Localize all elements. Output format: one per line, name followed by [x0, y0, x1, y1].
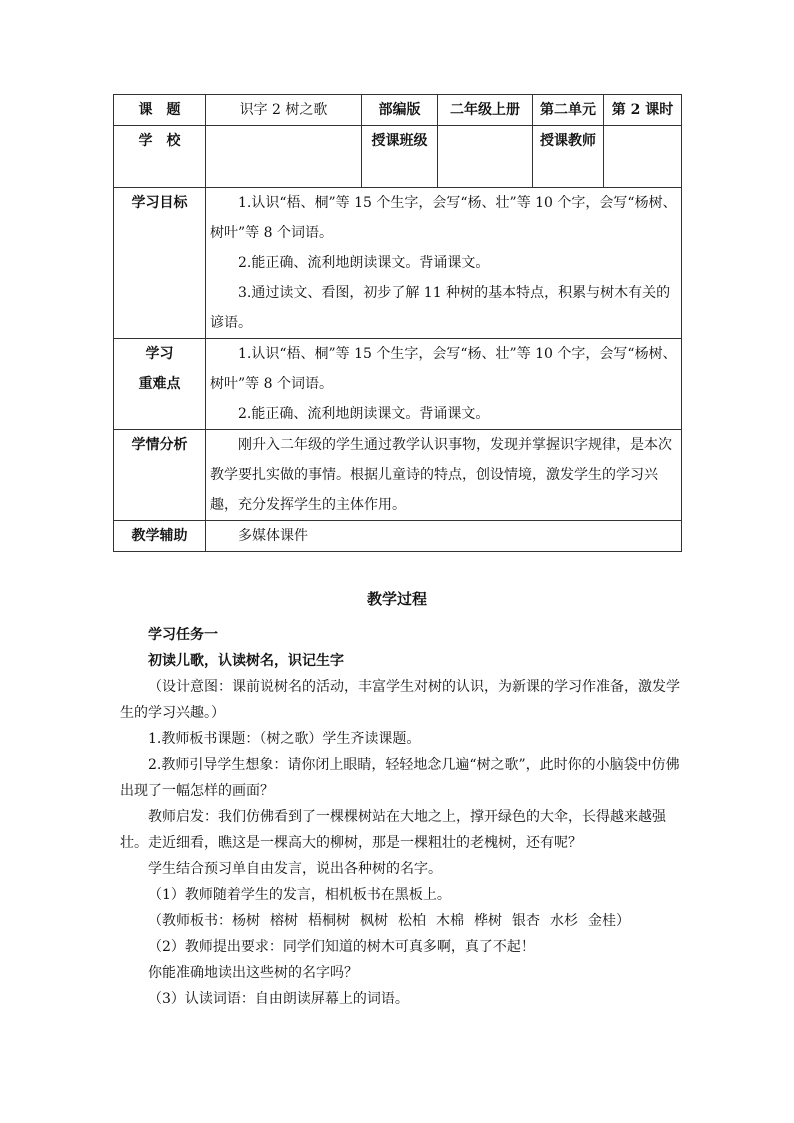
- key-point-item: 2.能正确、流利地朗读课文。背诵课文。: [238, 406, 490, 422]
- row-key-points: [114, 339, 682, 430]
- school-label: 学 校: [114, 126, 206, 188]
- tree-name: 榕树: [270, 913, 298, 929]
- tree-name: 金桂）: [588, 913, 630, 929]
- teacher-value: [604, 126, 682, 188]
- key-points-label-line2: 重难点: [138, 376, 181, 392]
- teacher-inspire: 教师启发：我们仿佛看到了一棵棵树站在大地之上，撑开绿色的大伞，长得越来越强壮。走近细看，瞧这是一棵高大的柳树，那是一棵粗壮的老槐树，还有呢？: [120, 809, 666, 851]
- key-point-item: 1.认识“梧、桐”等 15 个生字，会写“杨、壮”等 10 个字，会写“杨树、树叶”等 8 个词语。: [210, 346, 677, 392]
- row-analysis: [114, 430, 682, 521]
- tree-name: 木棉: [436, 913, 464, 929]
- tree-name: 水杉: [550, 913, 578, 929]
- lesson-period: 第 2 课时: [604, 95, 682, 126]
- analysis-text: 刚升入二年级的学生通过教学认识事物，发现并掌握识字规律，是本次教学要扎实做的事情。根据儿童诗的特点，创设情境，激发学生的学习兴趣，充分发挥学生的主体作用。: [210, 437, 672, 513]
- task-title: 学习任务一: [148, 627, 218, 643]
- tree-name: 银杏: [512, 913, 540, 929]
- goals-label: 学习目标: [114, 188, 206, 339]
- step-2: 2.教师引导学生想象：请你闭上眼睛，轻轻地念几遍“树之歌”，此时你的小脑袋中仿佛出现了一幅怎样的画面？: [120, 757, 680, 799]
- row-school: [114, 126, 682, 188]
- lesson-info-table: [113, 94, 682, 552]
- board-tree-list: [120, 908, 682, 934]
- goal-item: 2.能正确、流利地朗读课文。背诵课文。: [238, 255, 490, 271]
- topic-label: 课 题: [114, 95, 206, 126]
- aids-content: [206, 521, 682, 552]
- school-value: [206, 126, 362, 188]
- tree-name: 松柏: [398, 913, 426, 929]
- aids-text: 多媒体课件: [238, 528, 308, 544]
- tree-name: 梧桐树: [308, 913, 350, 929]
- students-speak: 学生结合预习单自由发言，说出各种树的名字。: [148, 861, 442, 877]
- unit: 第二单元: [533, 95, 604, 126]
- step-1: 1.教师板书课题：（树之歌）学生齐读课题。: [148, 731, 421, 747]
- teaching-process: [120, 622, 682, 1012]
- class-label: 授课班级: [362, 126, 438, 188]
- board-prefix: （教师板书：: [148, 913, 232, 929]
- key-points-label-line1: 学习: [145, 346, 174, 362]
- design-intent: （设计意图：课前说树名的活动，丰富学生对树的认识，为新课的学习作准备，激发学生的学习兴趣。）: [120, 679, 680, 721]
- aids-label: 教学辅助: [114, 521, 206, 552]
- goals-content: [206, 188, 682, 339]
- task-subtitle: 初读儿歌，认读树名，识记生字: [148, 653, 344, 669]
- goal-item: 3.通过读文、看图，初步了解 11 种树的基本特点，积累与树木有关的谚语。: [210, 285, 671, 331]
- row-aids: [114, 521, 682, 552]
- lesson-title: 识字 2 树之歌: [206, 95, 362, 126]
- row-topic: [114, 95, 682, 126]
- analysis-label: 学情分析: [114, 430, 206, 521]
- edition: 部编版: [362, 95, 438, 126]
- teacher-label: 授课教师: [533, 126, 604, 188]
- tree-name: 桦树: [474, 913, 502, 929]
- sub-step-1: （1）教师随着学生的发言，相机板书在黑板上。: [148, 887, 451, 903]
- goal-item: 1.认识“梧、桐”等 15 个生字，会写“杨、壮”等 10 个字，会写“杨树、树叶”等 8 个词语。: [210, 195, 677, 241]
- sub-step-2-cont: 你能准确地读出这些树的名字吗？: [148, 965, 358, 981]
- sub-step-2: （2）教师提出要求：同学们知道的树木可真多啊，真了不起！: [148, 939, 535, 955]
- sub-step-3: （3）认读词语：自由朗读屏幕上的词语。: [148, 991, 409, 1007]
- grade: 二年级上册: [438, 95, 533, 126]
- section-title: 教学过程: [366, 590, 427, 608]
- key-points-label: [114, 339, 206, 430]
- tree-name: 枫树: [360, 913, 388, 929]
- tree-name: 杨树: [232, 913, 260, 929]
- analysis-content: [206, 430, 682, 521]
- class-value: [438, 126, 533, 188]
- row-goals: [114, 188, 682, 339]
- key-points-content: [206, 339, 682, 430]
